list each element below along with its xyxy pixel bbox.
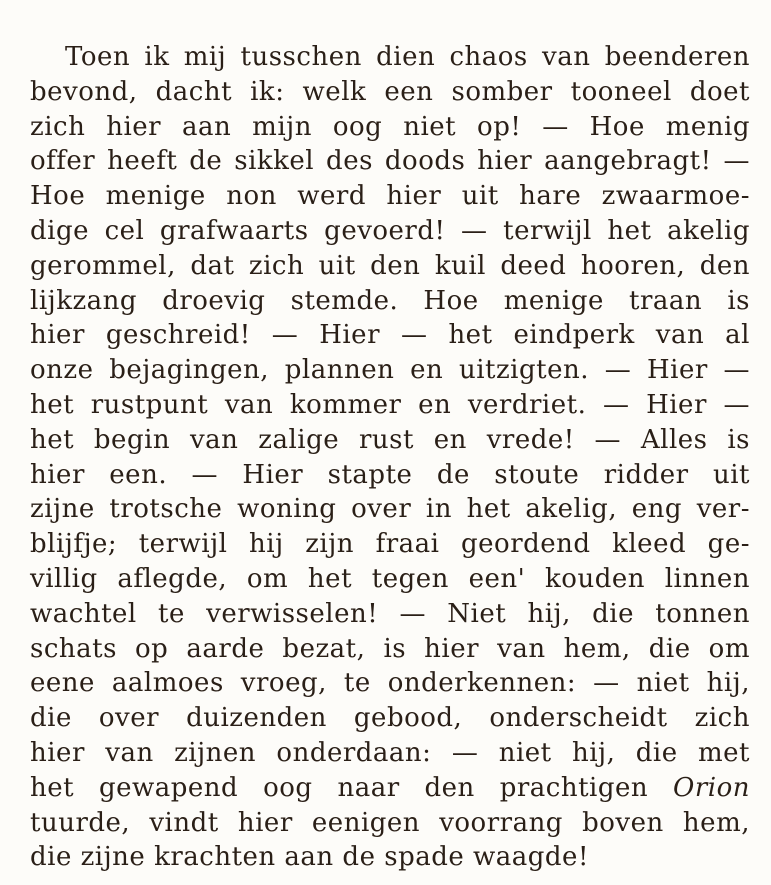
italic-word-orion: Orion	[673, 772, 750, 803]
text-line: Toen ik mij tusschen dien chaos van beenderen	[65, 42, 750, 72]
text-line: Hoe menige non werd hier uit hare zwaarmoe-	[30, 181, 750, 212]
text-line: lijkzang droevig stemde. Hoe menige traan is	[30, 285, 750, 316]
text-line-start: het gewapend oog naar den prachtigen	[30, 772, 649, 803]
text-line: schats op aarde bezat, is hier van hem, die om	[30, 633, 750, 664]
text-line: zich hier aan mijn oog niet op! — Hoe menig	[30, 111, 750, 142]
text-line: offer heeft de sikkel des doods hier aangebragt! —	[30, 146, 750, 177]
text-line: hier een. — Hier stapte de stoute ridder uit	[30, 459, 750, 490]
text-line: tuurde, vindt hier eenigen voorrang boven hem,	[30, 807, 750, 838]
text-line: dige cel grafwaarts gevoerd! — terwijl het akelig	[30, 215, 750, 246]
text-line: blijfje; terwijl hij zijn fraai geordend kleed ge-	[30, 529, 750, 560]
text-line: het rustpunt van kommer en verdriet. — Hier —	[30, 389, 750, 420]
text-line: onze bejagingen, plannen en uitzigten. — Hier —	[30, 355, 750, 386]
text-line: het begin van zalige rust en vrede! — Alles is	[30, 424, 750, 455]
text-line: zijne trotsche woning over in het akelig, eng ver-	[30, 494, 750, 525]
text-line: gerommel, dat zich uit den kuil deed hooren, den	[30, 250, 750, 281]
text-line: wachtel te verwisselen! — Niet hij, die tonnen	[30, 598, 750, 629]
text-line: bevond, dacht ik: welk een somber tooneel doet	[30, 76, 750, 107]
text-line: villig aflegde, om het tegen een' kouden linnen	[30, 563, 750, 594]
text-line: eene aalmoes vroeg, te onderkennen: — niet hij,	[30, 668, 750, 699]
text-line: hier geschreid! — Hier — het eindperk van al	[30, 320, 750, 351]
text-line: hier van zijnen onderdaan: — niet hij, die met	[30, 737, 750, 768]
text-line-with-italic	[30, 771, 750, 806]
paragraph	[30, 40, 750, 875]
text-line-last: die zijne krachten aan de spade waagde!	[30, 842, 589, 873]
text-line: die over duizenden gebood, onderscheidt zich	[30, 703, 750, 734]
